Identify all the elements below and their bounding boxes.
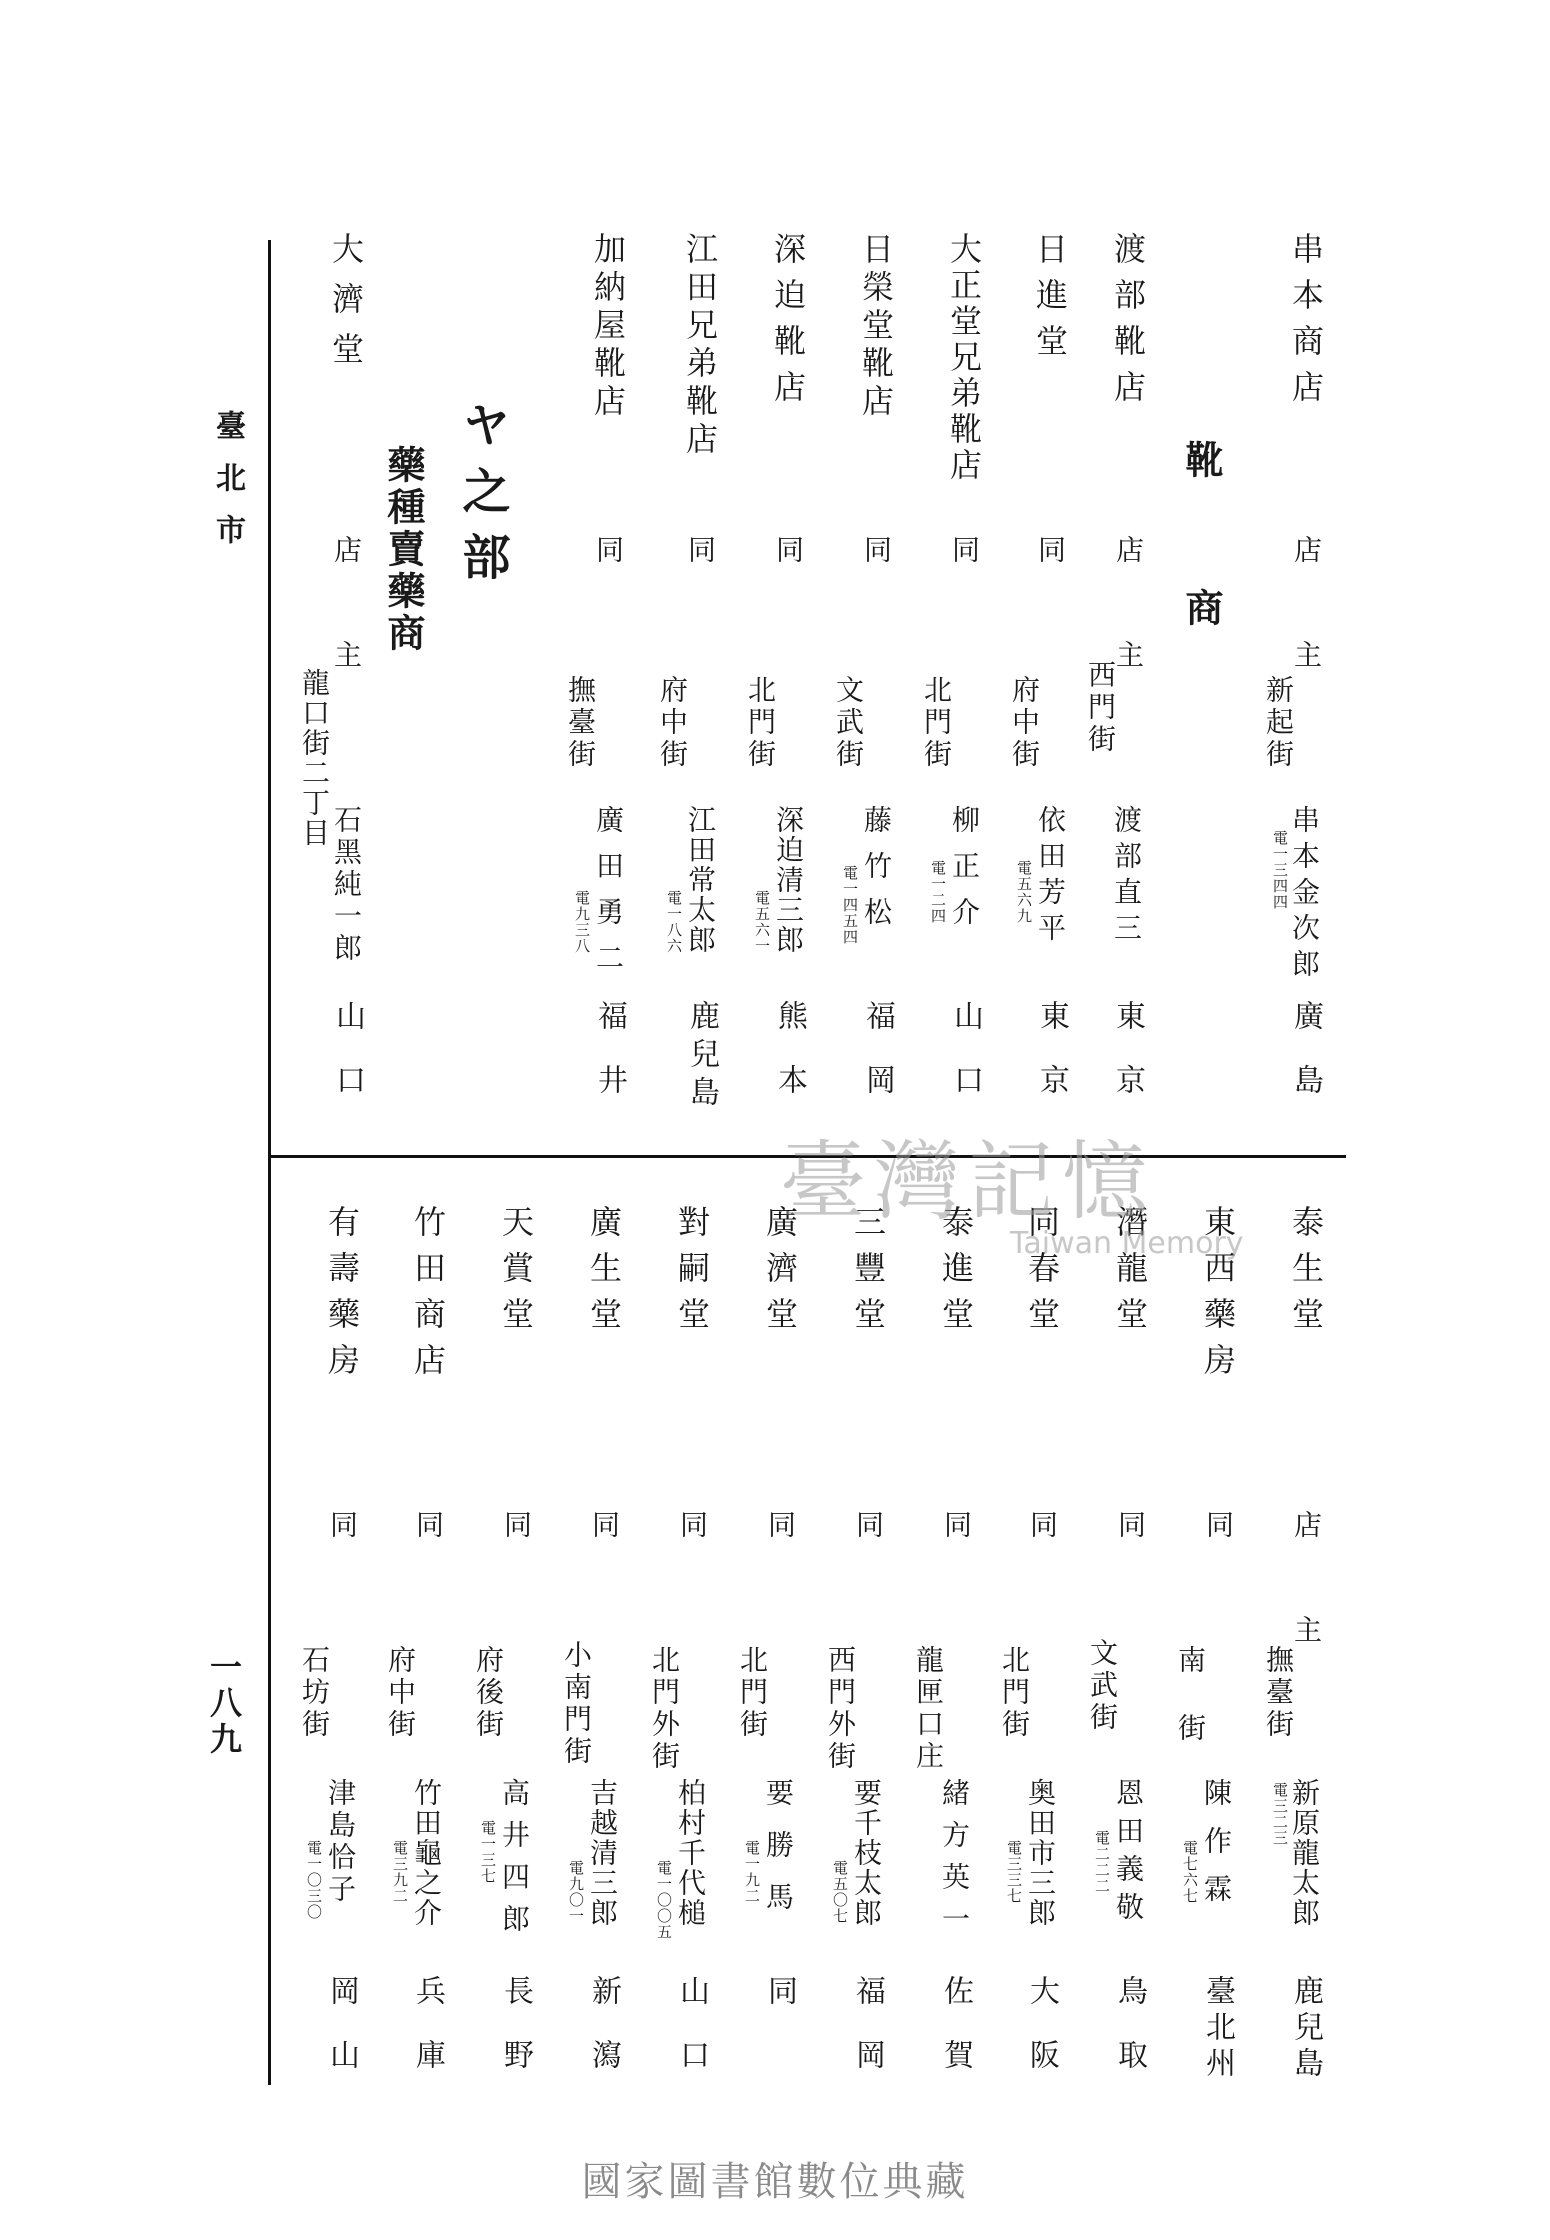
entry-owner: 高井四郎 xyxy=(498,1778,531,1946)
entry-owner: 柳正介 xyxy=(948,805,981,943)
entry-ditto: 同 xyxy=(852,1510,885,1538)
entry-ditto: 同 xyxy=(500,1510,533,1538)
entry-name: 泰生堂 xyxy=(1287,1205,1325,1343)
entry-street: 府後街 xyxy=(472,1645,505,1741)
entry-name: 大濟堂 xyxy=(327,232,365,382)
entry-origin: 福岡 xyxy=(860,1000,895,1128)
entry-origin: 鹿兒島 xyxy=(1288,1975,1323,2083)
entry-ditto: 同 xyxy=(592,535,625,563)
entry-street: 府中街 xyxy=(384,1645,417,1741)
entry-phone: 電一四五四 xyxy=(841,865,859,945)
entry-origin: 山口 xyxy=(674,1975,709,2103)
watermark-main: 臺灣記憶 xyxy=(780,1132,1156,1232)
entry-owner: 吉越清三郎 xyxy=(586,1778,619,1928)
entry-phone: 電一三四四 xyxy=(1271,830,1289,910)
entry-street: 北門街 xyxy=(920,675,953,771)
entry-origin: 新瀉 xyxy=(586,1975,621,2103)
entry-owner: 竹田龜之介 xyxy=(410,1778,443,1928)
entry-owner: 要勝馬 xyxy=(762,1778,795,1934)
entry-name: 潛龍堂 xyxy=(1111,1205,1149,1343)
section-title: ヤ之部 xyxy=(454,400,510,598)
entry-name: 深迫靴店 xyxy=(769,232,807,416)
entry-origin: 長野 xyxy=(498,1975,533,2103)
entry-street: 龍匣口庄 xyxy=(912,1645,945,1773)
entry-name: 泰進堂 xyxy=(937,1205,975,1343)
entry-street: 北門街 xyxy=(744,675,777,771)
header-owner: 主 xyxy=(330,640,363,668)
entry-ditto: 同 xyxy=(1202,1510,1235,1538)
entry-name: 三豐堂 xyxy=(849,1205,887,1343)
entry-phone: 電一八六 xyxy=(665,890,683,954)
entry-street: 北門外街 xyxy=(648,1645,681,1773)
entry-owner: 深迫清三郎 xyxy=(772,805,805,955)
entry-origin: 佐賀 xyxy=(938,1975,973,2103)
entry-phone: 電二二二 xyxy=(1093,1830,1111,1894)
header-store: 店 xyxy=(1290,1510,1323,1538)
entry-name: 天賞堂 xyxy=(497,1205,535,1343)
entry-name: 廣生堂 xyxy=(585,1205,623,1343)
entry-origin: 鹿兒島 xyxy=(684,1000,719,1114)
entry-owner: 陳作霖 xyxy=(1200,1778,1233,1922)
entry-ditto: 同 xyxy=(684,535,717,563)
entry-name: 串本商店 xyxy=(1287,232,1325,416)
entry-owner: 恩田義敬 xyxy=(1112,1778,1145,1930)
entry-origin: 岡山 xyxy=(324,1975,359,2103)
entry-origin: 同 xyxy=(762,1975,797,2039)
header-owner: 主 xyxy=(1290,1615,1323,1643)
entry-name: 日進堂 xyxy=(1031,232,1069,370)
entry-street: 龍口街二丁目 xyxy=(298,668,331,848)
entry-owner: 串本金次郎 xyxy=(1288,805,1321,985)
entry-name: 江田兄弟靴店 xyxy=(681,232,719,460)
entry-ditto: 同 xyxy=(940,1510,973,1538)
entry-owner: 柏村千代槌 xyxy=(674,1778,707,1928)
entry-street: 石坊街 xyxy=(298,1645,331,1741)
entry-ditto: 同 xyxy=(1034,535,1067,563)
entry-ditto: 同 xyxy=(948,535,981,563)
entry-phone: 電五六九 xyxy=(1015,860,1033,924)
header-owner: 主 xyxy=(1290,640,1323,668)
watermark-sub: Taiwan Memory xyxy=(1010,1226,1244,1261)
entry-name: 大正堂兄弟靴店 xyxy=(945,232,983,484)
footer-credit: 國家圖書館數位典藏 xyxy=(581,2159,969,2205)
entry-origin: 鳥取 xyxy=(1112,1975,1147,2103)
entry-ditto: 同 xyxy=(1026,1510,1059,1538)
entry-street: 府中街 xyxy=(656,675,689,771)
entry-origin: 大阪 xyxy=(1024,1975,1059,2103)
entry-name: 加納屋靴店 xyxy=(589,232,627,422)
entry-ditto: 同 xyxy=(860,535,893,563)
header-store: 店 xyxy=(1112,535,1145,563)
entry-origin: 東京 xyxy=(1034,1000,1069,1128)
entry-phone: 電一二四 xyxy=(929,860,947,924)
entry-ditto: 同 xyxy=(412,1510,445,1538)
entry-street: 文武街 xyxy=(1086,1638,1119,1734)
entry-phone: 電九〇一 xyxy=(567,1860,585,1924)
entry-phone: 電七六七 xyxy=(1181,1840,1199,1904)
entry-name: 日榮堂靴店 xyxy=(857,232,895,422)
entry-owner: 江田常太郎 xyxy=(684,805,717,955)
header-owner: 主 xyxy=(1112,640,1145,668)
entry-owner: 津島恰子 xyxy=(324,1778,357,1906)
entry-ditto: 同 xyxy=(326,1510,359,1538)
section-subtitle: 藥種賣藥商 xyxy=(381,445,426,655)
entry-owner: 石黑純一郎 xyxy=(330,805,363,965)
entry-phone: 電三九二 xyxy=(391,1840,409,1904)
entry-street: 撫臺街 xyxy=(1262,1645,1295,1741)
entry-street: 北門街 xyxy=(998,1645,1031,1741)
entry-origin: 兵庫 xyxy=(410,1975,445,2103)
watermark xyxy=(780,1112,1244,1261)
entry-name: 有壽藥房 xyxy=(323,1205,361,1389)
entry-ditto: 同 xyxy=(676,1510,709,1538)
category-heading-shoes: 靴商 xyxy=(1179,440,1224,736)
entry-name: 東西藥房 xyxy=(1199,1205,1237,1389)
entry-street: 府中街 xyxy=(1008,675,1041,771)
entry-origin: 福井 xyxy=(592,1000,627,1128)
entry-owner: 要千枝太郎 xyxy=(850,1778,883,1928)
entry-street: 西門街 xyxy=(1084,660,1117,756)
left-border-line xyxy=(268,240,271,2085)
entry-ditto: 同 xyxy=(588,1510,621,1538)
entry-name: 同春堂 xyxy=(1023,1205,1061,1343)
entry-phone: 電一三七 xyxy=(479,1820,497,1884)
entry-origin: 廣島 xyxy=(1288,1000,1323,1128)
entry-ditto: 同 xyxy=(772,535,805,563)
entry-ditto: 同 xyxy=(764,1510,797,1538)
entry-street: 西門外街 xyxy=(824,1645,857,1773)
entry-origin: 山口 xyxy=(330,1000,365,1128)
entry-name: 竹田商店 xyxy=(409,1205,447,1389)
entry-owner: 奥田市三郎 xyxy=(1024,1778,1057,1928)
entry-origin: 東京 xyxy=(1110,1000,1145,1128)
entry-street: 小南門街 xyxy=(560,1640,593,1768)
entry-phone: 電五六一 xyxy=(753,890,771,954)
entry-name: 對嗣堂 xyxy=(673,1205,711,1343)
entry-name: 廣濟堂 xyxy=(761,1205,799,1343)
entry-phone: 電一〇三〇 xyxy=(305,1840,323,1920)
entry-owner: 新原龍太郎 xyxy=(1288,1778,1321,1928)
entry-phone: 電三二三 xyxy=(1271,1782,1289,1846)
entry-street: 北門街 xyxy=(736,1645,769,1741)
entry-phone: 電一九二 xyxy=(743,1840,761,1904)
page-number: 一八九 xyxy=(205,1650,243,1758)
entry-street: 新起街 xyxy=(1262,675,1295,771)
entry-owner: 藤竹松 xyxy=(860,805,893,943)
entry-street: 文武街 xyxy=(832,675,865,771)
entry-origin: 熊本 xyxy=(772,1000,807,1128)
side-label-taipei-city: 臺北市 xyxy=(210,410,245,566)
entry-phone: 電九三八 xyxy=(573,890,591,954)
entry-name: 渡部靴店 xyxy=(1109,232,1147,416)
entry-owner: 緒方英一 xyxy=(938,1778,971,1946)
entry-street: 南街 xyxy=(1174,1645,1207,1781)
entry-phone: 電三三七 xyxy=(1005,1840,1023,1904)
entry-owner: 渡部直三 xyxy=(1110,805,1143,949)
header-store: 店 xyxy=(1290,535,1323,563)
entry-origin: 山口 xyxy=(948,1000,983,1128)
header-store: 店 xyxy=(330,535,363,563)
entry-ditto: 同 xyxy=(1114,1510,1147,1538)
entry-street: 撫臺街 xyxy=(564,675,597,771)
entry-owner: 廣田勇二 xyxy=(592,805,625,989)
entry-phone: 電五〇七 xyxy=(831,1860,849,1924)
entry-origin: 臺北州 xyxy=(1200,1975,1235,2083)
entry-phone: 電一〇〇五 xyxy=(655,1860,673,1940)
entry-origin: 福岡 xyxy=(850,1975,885,2103)
entry-owner: 依田芳平 xyxy=(1034,805,1067,949)
